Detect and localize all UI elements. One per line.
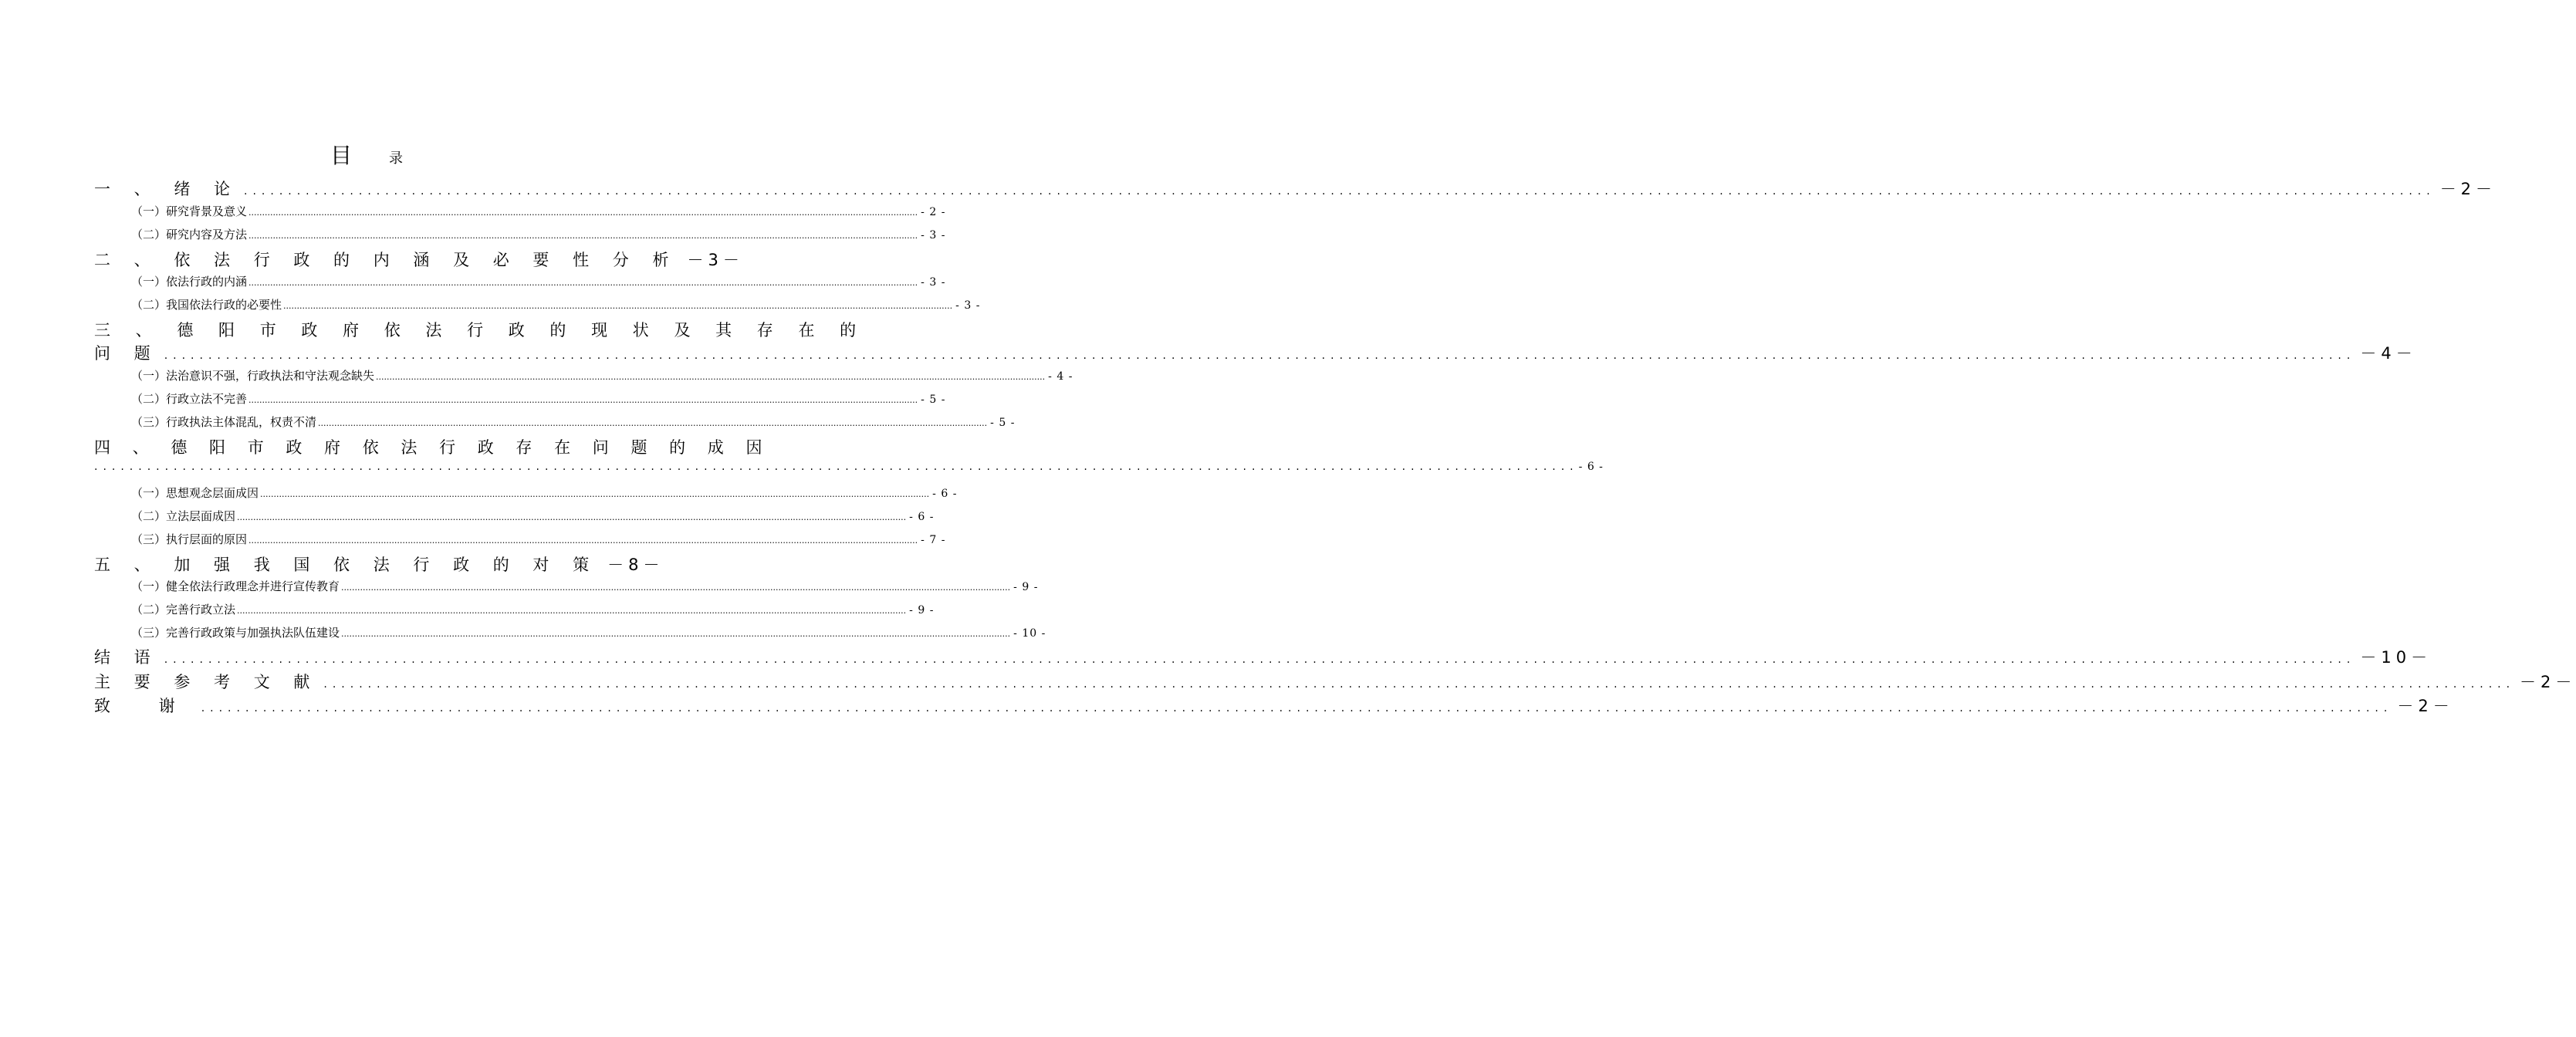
- toc-entry-page: - 6 -: [1578, 461, 1604, 473]
- toc-entry-page: - 5 -: [921, 394, 946, 406]
- toc-entry-2-2[interactable]: [131, 296, 981, 313]
- toc-leader-dots: [94, 461, 1579, 473]
- toc-leader-dots: [201, 702, 2393, 714]
- toc-title-sub: 录: [389, 150, 403, 167]
- toc-entry-page: - 6 -: [932, 488, 958, 500]
- toc-entry-label: 四 、 德 阳 市 政 府 依 法 行 政 存 在 问 题 的 成 因: [94, 438, 771, 457]
- toc-entry-label: 五 、 加 强 我 国 依 法 行 政 的 对 策: [94, 556, 599, 574]
- toc-leader-dots: [244, 185, 2436, 198]
- toc-title-main: 目: [330, 143, 352, 168]
- toc-entry-label: （二）完善行政立法: [131, 603, 236, 616]
- toc-entry-3-2[interactable]: [131, 390, 946, 407]
- toc-entry-label: 致 谢: [94, 697, 197, 715]
- toc-entry-page: - 2 -: [921, 206, 946, 218]
- toc-entry-label: （一）健全依法行政理念并进行宣传教育: [131, 579, 340, 593]
- toc-entry-label: （二）我国依法行政的必要性: [131, 298, 282, 312]
- toc-entry-section-5[interactable]: [94, 552, 664, 576]
- toc-leader-dots: [376, 372, 1045, 382]
- toc-entry-conclusion[interactable]: [94, 645, 2432, 668]
- toc-entry-page: －2－: [2520, 673, 2576, 691]
- toc-entry-4-1[interactable]: [131, 485, 958, 502]
- toc-entry-page: - 3 -: [921, 276, 946, 289]
- toc-entry-page: －2－: [2439, 180, 2497, 198]
- toc-leader-dots: [323, 678, 2515, 691]
- toc-entry-label: （二）研究内容及方法: [131, 228, 248, 242]
- toc-leader-dots: [248, 535, 918, 546]
- toc-entry-3-1[interactable]: [131, 367, 1073, 384]
- toc-entry-page: - 10 -: [1013, 627, 1046, 640]
- toc-entry-label: （三）执行层面的原因: [131, 532, 248, 546]
- toc-entry-1-1[interactable]: [131, 203, 946, 220]
- toc-leader-dots: [248, 208, 918, 218]
- toc-entry-1-2[interactable]: [131, 226, 946, 243]
- toc-entry-page: - 9 -: [1013, 581, 1039, 593]
- toc-leader-dots: [283, 301, 952, 311]
- toc-entry-3-3[interactable]: [131, 414, 1016, 431]
- toc-entry-page: －3－: [687, 251, 744, 269]
- toc-entry-label: （一）依法行政的内涵: [131, 275, 248, 289]
- toc-leader-dots: [248, 278, 918, 288]
- toc-leader-dots: [237, 512, 906, 522]
- toc-entry-page: - 3 -: [921, 229, 946, 242]
- toc-entry-page: - 4 -: [1048, 370, 1073, 383]
- toc-entry-page: －8－: [607, 556, 664, 574]
- toc-entry-section-4-line1[interactable]: [94, 435, 771, 458]
- toc-leader-dots: [318, 418, 987, 428]
- toc-entry-references[interactable]: [94, 670, 2576, 693]
- toc-entry-section-4[interactable]: [94, 461, 1604, 473]
- toc-entry-page: －4－: [2360, 344, 2417, 363]
- toc-entry-label: （三）行政执法主体混乱，权责不清: [131, 415, 317, 429]
- toc-entry-section-2[interactable]: [94, 248, 744, 271]
- toc-entry-4-2[interactable]: [131, 508, 935, 525]
- toc-entry-page: - 3 -: [955, 299, 981, 312]
- toc-entry-label: （一）思想观念层面成因: [131, 486, 259, 500]
- toc-leader-dots: [341, 629, 1010, 639]
- toc-entry-4-3[interactable]: [131, 531, 946, 548]
- toc-leader-dots: [248, 231, 918, 241]
- toc-entry-section-3[interactable]: [94, 341, 2417, 364]
- toc-entry-label: 三 、 德 阳 市 政 府 依 法 行 政 的 现 状 及 其 存 在 的: [94, 321, 867, 339]
- toc-entry-label: 二 、 依 法 行 政 的 内 涵 及 必 要 性 分 析: [94, 251, 678, 269]
- toc-entry-page: －2－: [2397, 697, 2454, 715]
- toc-entry-label: 主 要 参 考 文 献: [94, 673, 319, 691]
- toc-entry-5-2[interactable]: [131, 601, 935, 618]
- toc-entry-label: （三）完善行政政策与加强执法队伍建设: [131, 626, 340, 640]
- toc-entry-section-1[interactable]: [94, 177, 2497, 200]
- toc-entry-label: （一）研究背景及意义: [131, 204, 248, 218]
- toc-leader-dots: [237, 606, 906, 616]
- toc-entry-label: 结 语: [94, 648, 160, 667]
- toc-entry-page: - 7 -: [921, 534, 946, 546]
- toc-title: [0, 139, 733, 170]
- toc-entry-5-3[interactable]: [131, 624, 1046, 641]
- toc-entry-page: - 6 -: [909, 511, 935, 523]
- toc-entry-section-3-line1[interactable]: [94, 318, 867, 341]
- toc-leader-dots: [164, 350, 2356, 362]
- toc-entry-5-1[interactable]: [131, 578, 1039, 595]
- toc-entry-label: （一）法治意识不强，行政执法和守法观念缺失: [131, 369, 375, 383]
- toc-entry-page: －10－: [2360, 648, 2432, 667]
- toc-leader-dots: [164, 654, 2356, 666]
- toc-entry-page: - 5 -: [990, 417, 1016, 429]
- toc-leader-dots: [341, 583, 1010, 593]
- toc-entry-page: - 9 -: [909, 604, 935, 616]
- toc-leader-dots: [260, 489, 929, 499]
- toc-entry-2-1[interactable]: [131, 273, 946, 290]
- toc-entry-label: （二）行政立法不完善: [131, 392, 248, 406]
- toc-leader-dots: [248, 395, 918, 405]
- toc-entry-label: 问 题: [94, 344, 160, 363]
- toc-entry-label: （二）立法层面成因: [131, 509, 236, 523]
- toc-entry-acknowledgements[interactable]: [94, 694, 2454, 717]
- toc-entry-label: 一 、 绪 论: [94, 180, 240, 198]
